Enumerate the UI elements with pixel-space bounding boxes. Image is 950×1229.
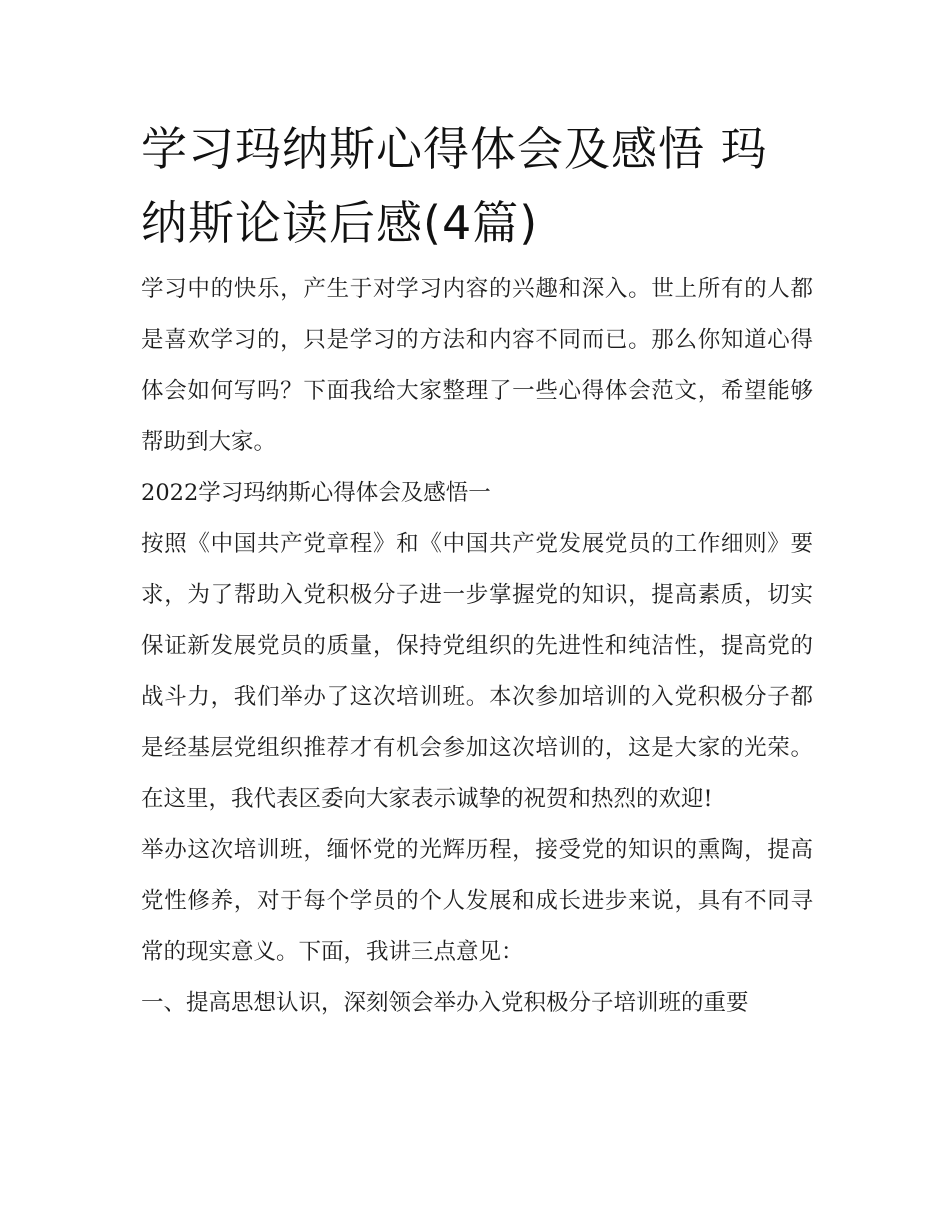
paragraph-body-2: 举办这次培训班，缅怀党的光辉历程，接受党的知识的熏陶，提高党性修养，对于每个学员的个人发展和成长进步来说，具有不同寻常的现实意义。下面，我讲三点意见： — [141, 837, 813, 965]
document-body — [141, 112, 813, 1029]
paragraph-body-1: 按照《中国共产党章程》和《中国共产党发展党员的工作细则》要求，为了帮助入党积极分子进一步掌握党的知识，提高素质，切实保证新发展党员的质量，保持党组织的先进性和纯洁性，提高党的战斗力，我们举办了这次培训班。本次参加培训的入党积极分子都是经基层党组织推荐才有机会参加这次培训的，这是大家的光荣。在这里，我代表区委向大家表示诚挚的祝贺和热烈的欢迎! — [141, 531, 813, 812]
paragraph-intro: 学习中的快乐，产生于对学习内容的兴趣和深入。世上所有的人都是喜欢学习的，只是学习的方法和内容不同而已。那么你知道心得体会如何写吗？下面我给大家整理了一些心得体会范文，希望能够帮助到大家。 — [141, 276, 813, 455]
section-heading: 2022学习玛纳斯心得体会及感悟一 — [141, 480, 491, 506]
document-title: 学习玛纳斯心得体会及感悟 玛纳斯论读后感(4篇) — [141, 122, 768, 250]
paragraph-body-3: 一、提高思想认识，深刻领会举办入党积极分子培训班的重要 — [141, 990, 749, 1016]
